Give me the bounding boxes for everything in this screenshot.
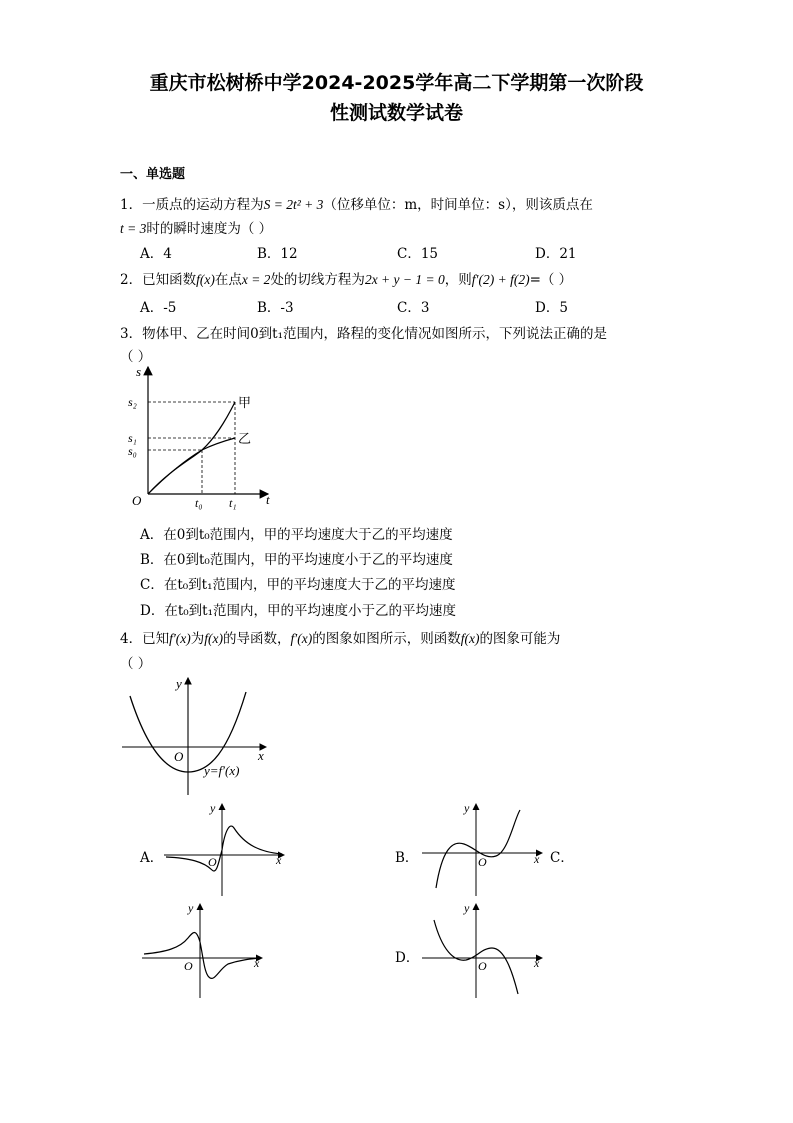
q4-option-a-graph xyxy=(160,800,290,900)
q3-option-c: C．在t₀到t₁范围内，甲的平均速度大于乙的平均速度 xyxy=(140,577,456,593)
curve-yi xyxy=(148,438,235,494)
y-label: y xyxy=(464,901,470,915)
t0-label: t₀ xyxy=(195,496,203,510)
curve-b xyxy=(436,810,520,888)
q3-option-a: A．在0到t₀范围内，甲的平均速度大于乙的平均速度 xyxy=(140,527,453,543)
q2-option-c: C．3 xyxy=(397,300,430,316)
question-4-line1 xyxy=(120,627,560,647)
origin-label: O xyxy=(478,959,487,973)
x-label: x xyxy=(534,852,540,866)
q3-distance-time-graph xyxy=(110,362,290,512)
q4-option-a-label: A． xyxy=(140,850,164,866)
curve-label: y=f′(x) xyxy=(204,763,240,778)
q1-option-d: D．21 xyxy=(535,246,577,262)
q4-option-d-graph xyxy=(418,900,548,1000)
q2-text-e: =（ ） xyxy=(529,272,573,288)
q2-text-a: 2．已知函数 xyxy=(120,272,197,288)
q2-point: x = 2 xyxy=(241,272,271,287)
q2-text-d: ，则 xyxy=(444,272,472,288)
q1-prefix: 1．一质点的运动方程为 xyxy=(120,197,264,213)
q4-fx-2: f(x) xyxy=(460,631,480,646)
q2-option-a: A．-5 xyxy=(140,300,177,316)
q2-tangent-line: 2x + y − 1 = 0 xyxy=(364,272,445,287)
q4-text-c: 的导函数， xyxy=(223,631,291,647)
yi-label: 乙 xyxy=(238,431,252,446)
section-heading: 一、单选题 xyxy=(120,167,186,182)
question-3-line1: 3．物体甲、乙在时间0到t₁范围内，路程的变化情况如图所示，下列说法正确的是 xyxy=(120,326,608,342)
q2-expression: f′(2) + f(2) xyxy=(471,272,530,287)
question-4-line2: （ ） xyxy=(120,656,152,672)
q1-option-c: C．15 xyxy=(397,246,439,262)
question-2-line1 xyxy=(120,268,572,288)
q1-equation: S = 2t² + 3 xyxy=(263,197,324,212)
origin-label: O xyxy=(132,493,142,508)
q3-option-b: B．在0到t₀范围内，甲的平均速度小于乙的平均速度 xyxy=(140,552,453,568)
q4-option-c-label: C． xyxy=(550,850,574,866)
curve-jia xyxy=(148,402,235,494)
y-label: y xyxy=(188,901,194,915)
q1-units: （位移单位：m，时间单位：s），则该质点在 xyxy=(323,197,593,213)
q4-option-b-label: B． xyxy=(395,850,419,866)
q1-option-a: A．4 xyxy=(140,246,172,262)
q4-option-d-label: D． xyxy=(395,950,420,966)
q1-ask: 时的瞬时速度为（ ） xyxy=(146,221,273,237)
q2-option-b: B．-3 xyxy=(257,300,294,316)
q2-fx: f(x) xyxy=(196,272,215,287)
q4-fx-1: f(x) xyxy=(204,631,224,646)
q4-text-d: 的图象如图所示，则函数 xyxy=(312,631,461,647)
q1-option-b: B．12 xyxy=(257,246,298,262)
q4-fpx-2: f′(x) xyxy=(290,631,313,646)
origin-label: O xyxy=(478,855,487,869)
q4-fpx-1: f′(x) xyxy=(169,631,191,646)
s1-label: s₁ xyxy=(128,431,137,445)
origin-label: O xyxy=(174,749,184,764)
question-1-line2 xyxy=(120,217,272,237)
q4-option-c-graph xyxy=(138,900,268,1000)
q4-text-a: 4．已知 xyxy=(120,631,170,647)
question-1-line1 xyxy=(120,193,593,213)
q2-text-c: 处的切线方程为 xyxy=(270,272,365,288)
t1-label: t₁ xyxy=(229,496,237,510)
x-label: x xyxy=(254,956,260,970)
paper-title-line1: 重庆市松树桥中学2024-2025学年高二下学期第一次阶段 xyxy=(149,72,644,94)
q2-text-b: 在点 xyxy=(214,272,242,288)
paper-title-line2: 性测试数学试卷 xyxy=(329,102,463,124)
s0-label: s₀ xyxy=(128,444,137,458)
q4-option-b-graph xyxy=(418,800,548,900)
jia-label: 甲 xyxy=(238,395,252,410)
q3-option-d: D．在t₀到t₁范围内，甲的平均速度小于乙的平均速度 xyxy=(140,603,456,619)
s2-label: s₂ xyxy=(128,395,137,409)
curve-c xyxy=(144,933,260,979)
s-axis-label: s xyxy=(136,364,142,379)
curve-a xyxy=(166,826,282,871)
y-label: y xyxy=(176,676,182,691)
t-axis-label: t xyxy=(266,492,270,507)
y-label: y xyxy=(210,801,216,815)
origin-label: O xyxy=(208,855,217,869)
origin-label: O xyxy=(184,959,193,973)
x-label: x xyxy=(276,853,282,867)
question-3-line2: （ ） xyxy=(120,349,152,365)
y-label: y xyxy=(464,801,470,815)
q2-option-d: D．5 xyxy=(535,300,568,316)
x-label: x xyxy=(534,956,540,970)
q4-derivative-graph xyxy=(118,672,278,802)
q4-text-e: 的图象可能为 xyxy=(479,631,561,647)
q4-text-b: 为 xyxy=(190,631,205,647)
q1-time: t = 3 xyxy=(120,221,147,236)
x-label: x xyxy=(258,748,264,763)
